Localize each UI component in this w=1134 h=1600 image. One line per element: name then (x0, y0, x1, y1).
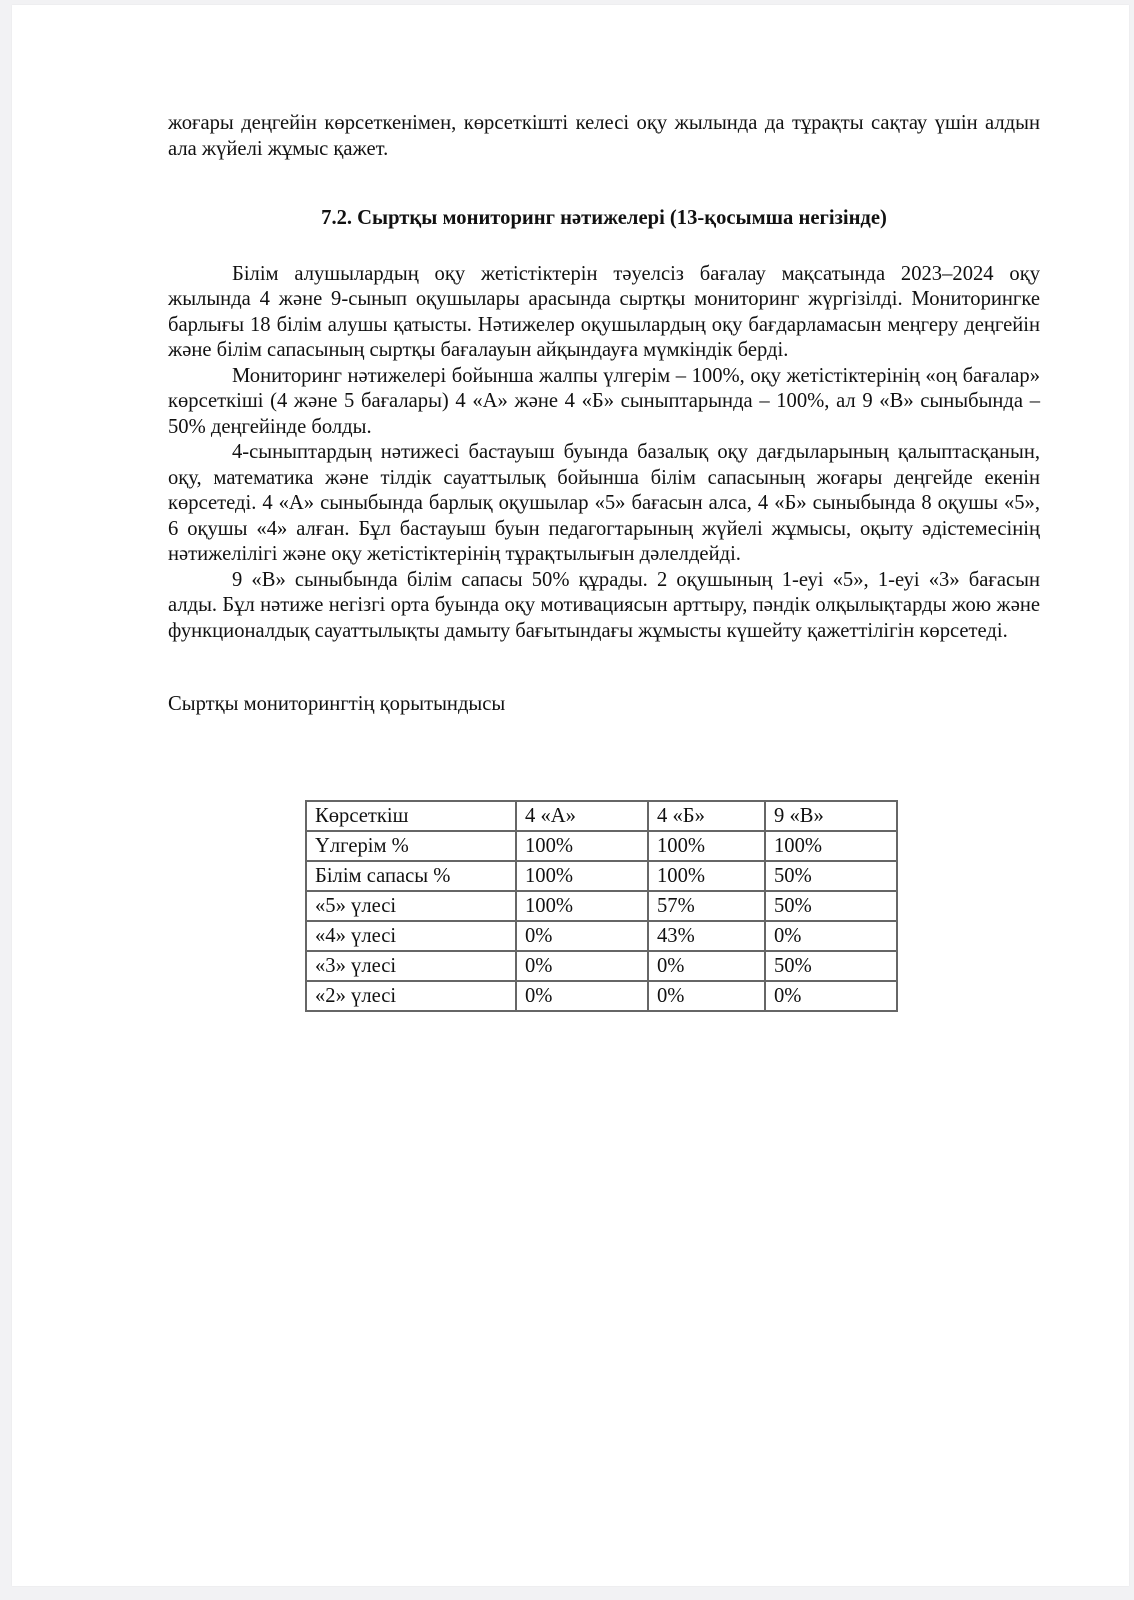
section-heading: 7.2. Сыртқы мониторинг нәтижелері (13-қосымша негізінде) (321, 207, 887, 229)
cell-9v: 50% (765, 891, 897, 921)
section-body (168, 262, 1040, 645)
cell-4b: 0% (648, 981, 765, 1011)
page-content (168, 111, 1040, 718)
header-cell-4b: 4 «Б» (648, 801, 765, 831)
paragraph-grade4-results: 4-сыныптардың нәтижесі бастауыш буында базалық оқу дағдыларының қалыптасқанын, оқу, математика және тілдік сауаттылық бойынша білім сапасының жоғары деңгейде екенін көрсетеді. 4 «А» сыныбында барлық оқушылар «5» бағасын алса, 4 «Б» сыныбында 8 оқушы «5», 6 оқушы «4» алған. Бұл бастауыш буын педагогтарының жүйелі жұмысы, оқыту әдістемесінің нәтижелілігі және оқу жетістіктерінің тұрақтылығын дәлелдейді. (168, 441, 1040, 565)
document-page (12, 5, 1129, 1586)
monitoring-results-table (305, 800, 898, 1012)
cell-4a: 0% (516, 981, 648, 1011)
table-row (306, 951, 897, 981)
row-label: «3» үлесі (306, 951, 516, 981)
cell-9v: 50% (765, 951, 897, 981)
table-row (306, 891, 897, 921)
row-label: «5» үлесі (306, 891, 516, 921)
paragraph-monitoring-overview: Білім алушылардың оқу жетістіктерін тәуелсіз бағалау мақсатында 2023–2024 оқу жылында 4 және 9-сынып оқушылары арасында сыртқы мониторинг жүргізілді. Мониторингке барлығы 18 білім алушы қатысты. Нәтижелер оқушылардың оқу бағдарламасын меңгеру деңгейін және білім сапасының сыртқы бағалауын айқындауға мүмкіндік берді. (168, 262, 1040, 361)
row-label: «4» үлесі (306, 921, 516, 951)
intro-continuation-paragraph: жоғары деңгейін көрсеткенімен, көрсеткішті келесі оқу жылында да тұрақты сақтау үшін алдын ала жүйелі жұмыс қажет. (168, 112, 1040, 160)
cell-4b: 43% (648, 921, 765, 951)
paragraph-grade9-results: 9 «В» сыныбында білім сапасы 50% құрады. 2 оқушының 1-еуі «5», 1-еуі «3» бағасын алды. Бұл нәтиже негізгі орта буында оқу мотивациясын арттыру, пәндік олқылықтарды жою және функционалдық сауаттылықты дамыту бағытындағы жұмысты күшейту қажеттілігін көрсетеді. (168, 568, 1040, 642)
cell-9v: 0% (765, 921, 897, 951)
table-caption: Сыртқы мониторингтің қорытындысы (168, 693, 506, 715)
row-label: Білім сапасы % (306, 861, 516, 891)
header-cell-9v: 9 «В» (765, 801, 897, 831)
cell-4b: 0% (648, 951, 765, 981)
cell-4b: 100% (648, 831, 765, 861)
paragraph-overall-results: Мониторинг нәтижелері бойынша жалпы үлгерім – 100%, оқу жетістіктерінің «оң бағалар» көрсеткіші (4 және 5 бағалары) 4 «А» және 4 «Б» сыныптарында – 100%, ал 9 «В» сыныбында – 50% деңгейінде болды. (168, 364, 1040, 438)
cell-4a: 100% (516, 831, 648, 861)
header-cell-4a: 4 «А» (516, 801, 648, 831)
cell-9v: 50% (765, 861, 897, 891)
table-row (306, 921, 897, 951)
row-label: Үлгерім % (306, 831, 516, 861)
header-cell-indicator: Көрсеткіш (306, 801, 516, 831)
cell-4b: 57% (648, 891, 765, 921)
cell-9v: 100% (765, 831, 897, 861)
cell-4a: 0% (516, 921, 648, 951)
table-header-row (306, 801, 897, 831)
row-label: «2» үлесі (306, 981, 516, 1011)
cell-9v: 0% (765, 981, 897, 1011)
table-row (306, 831, 897, 861)
table-row (306, 861, 897, 891)
cell-4b: 100% (648, 861, 765, 891)
cell-4a: 100% (516, 891, 648, 921)
cell-4a: 0% (516, 951, 648, 981)
table-row (306, 981, 897, 1011)
cell-4a: 100% (516, 861, 648, 891)
